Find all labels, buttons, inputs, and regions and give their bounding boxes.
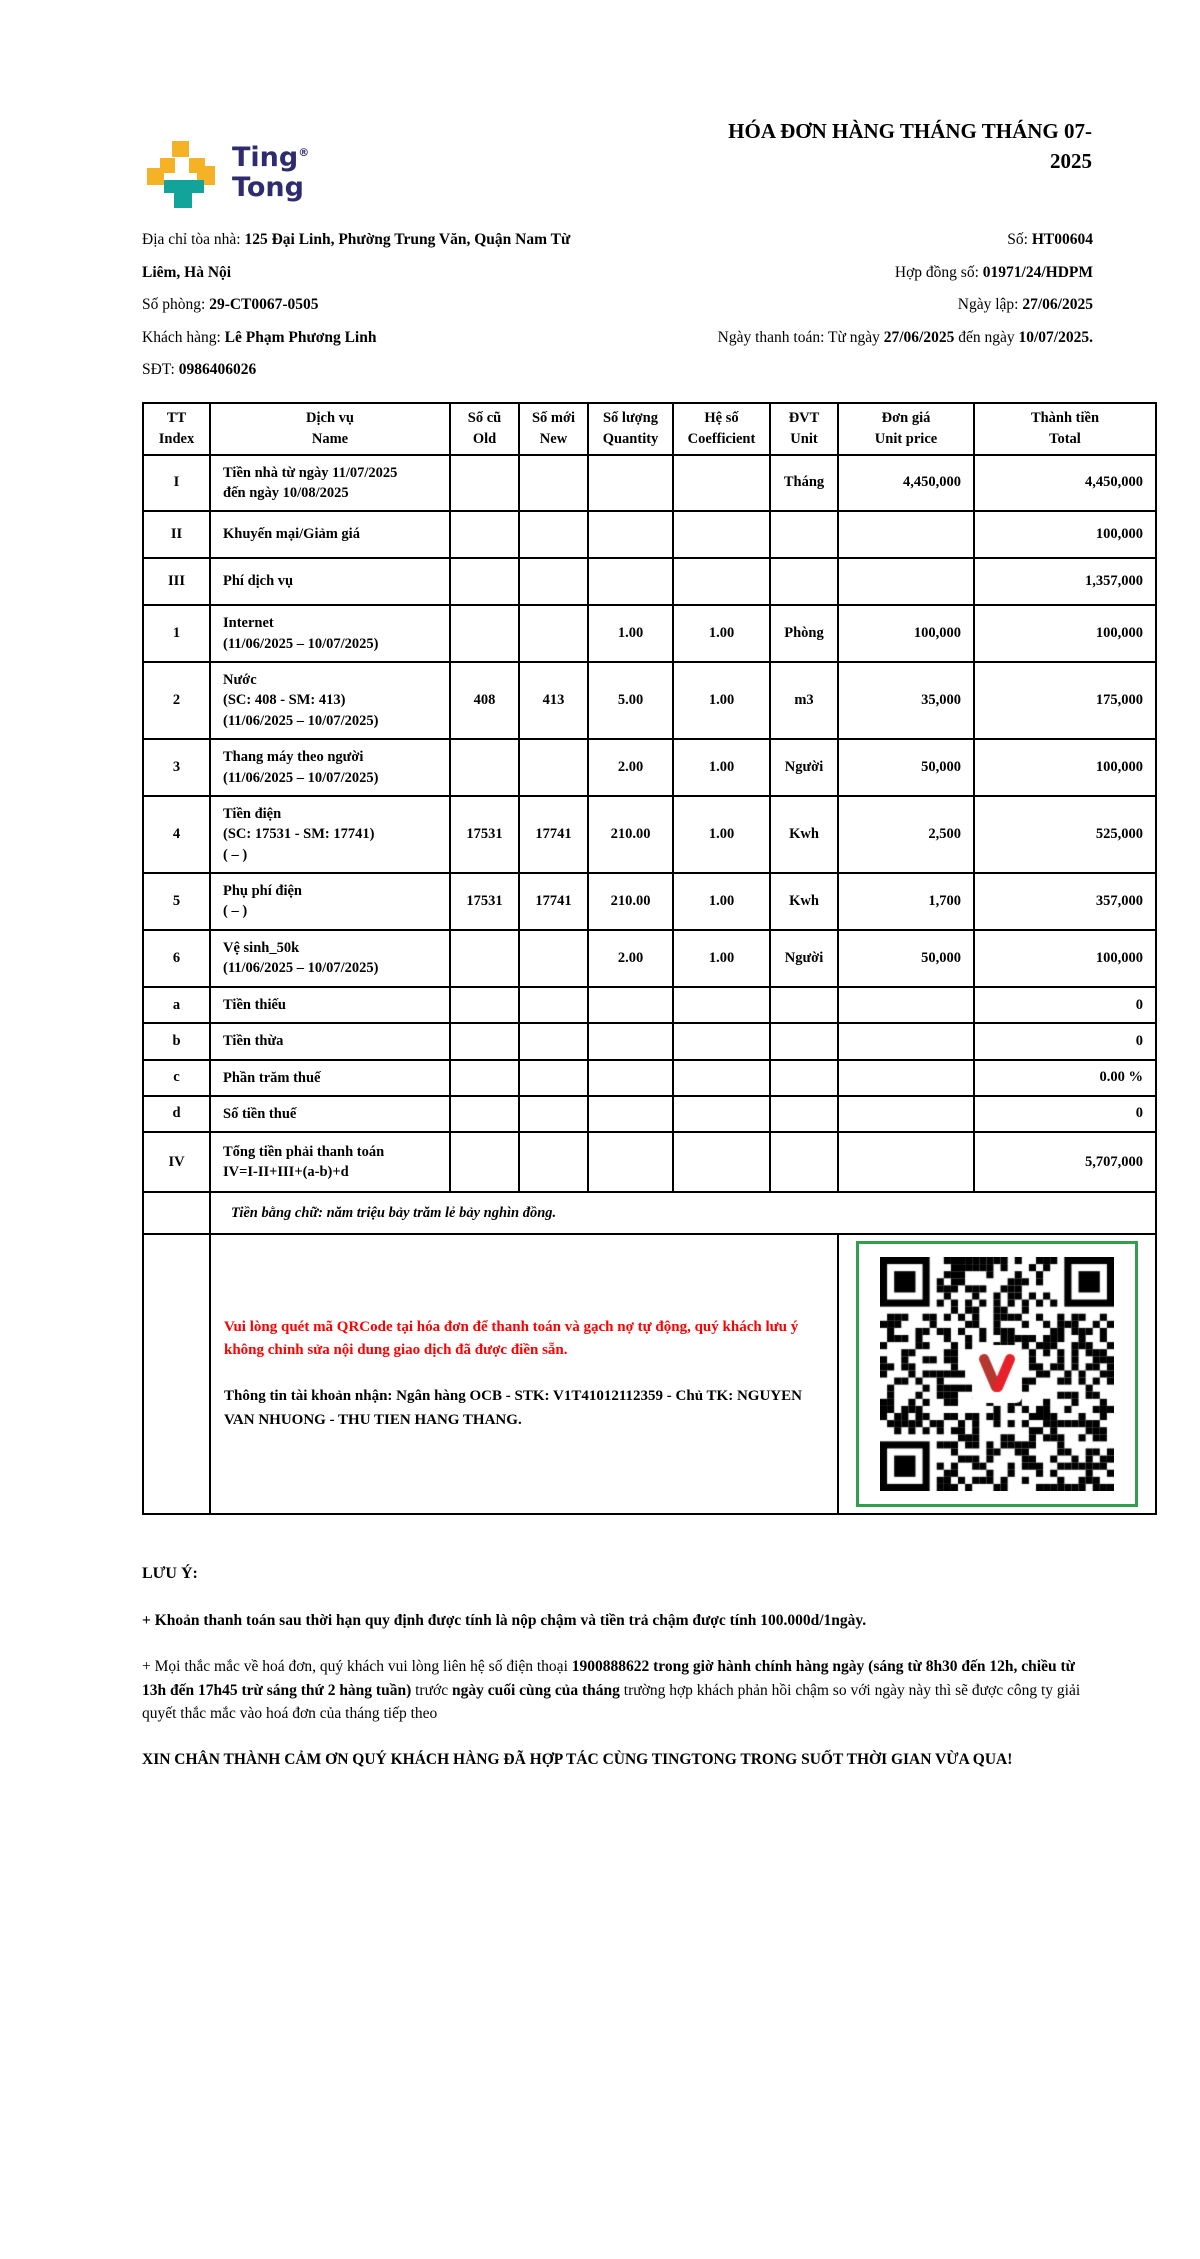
column-header: Dịch vụ Name <box>210 403 450 455</box>
cell-index: 3 <box>143 739 210 796</box>
cell-old <box>450 930 519 987</box>
cell-quantity <box>588 511 673 558</box>
cell-index: I <box>143 455 210 512</box>
info-line: Ngày thanh toán: Từ ngày 27/06/2025 đến ngày 10/07/2025. <box>717 328 1093 346</box>
cell-service-name: Tiền thừa <box>210 1023 450 1059</box>
cell-index: IV <box>143 1132 210 1192</box>
amount-in-words-row <box>143 1192 1156 1234</box>
column-header: Thành tiền Total <box>974 403 1156 455</box>
table-row <box>143 1096 1156 1132</box>
cell-coefficient <box>673 511 770 558</box>
cell-quantity <box>588 1060 673 1096</box>
cell-index: 4 <box>143 796 210 873</box>
cell-new <box>519 1023 588 1059</box>
table-row <box>143 662 1156 739</box>
cell-unit: m3 <box>770 662 838 739</box>
cell-index <box>143 1192 210 1234</box>
table-row <box>143 455 1156 512</box>
cell-unit-price <box>838 987 974 1023</box>
info-line: Ngày lập: 27/06/2025 <box>957 296 1093 313</box>
column-header: TT Index <box>143 403 210 455</box>
cell-quantity <box>588 1132 673 1192</box>
cell-unit-price <box>838 511 974 558</box>
amount-in-words: Tiền bằng chữ: năm triệu bảy trăm lẻ bảy nghìn đồng. <box>210 1192 1156 1234</box>
cell-quantity <box>588 1096 673 1132</box>
cell-new <box>519 558 588 605</box>
invoice-table <box>142 402 1157 1516</box>
cell-coefficient <box>673 558 770 605</box>
cell-quantity: 210.00 <box>588 873 673 930</box>
cell-index: a <box>143 987 210 1023</box>
notes-heading: LƯU Ý: <box>142 1565 198 1583</box>
cell-total: 100,000 <box>974 930 1156 987</box>
cell-old <box>450 605 519 662</box>
cell-service-name: Tiền thiếu <box>210 987 450 1023</box>
cell-quantity <box>588 455 673 512</box>
cell-service-name: Tiền điện (SC: 17531 - SM: 17741) ( – ) <box>210 796 450 873</box>
header <box>142 112 1155 210</box>
cell-unit <box>770 1060 838 1096</box>
cell-total: 0 <box>974 987 1156 1023</box>
cell-new <box>519 987 588 1023</box>
cell-quantity: 2.00 <box>588 739 673 796</box>
info-line: SĐT: 0986406026 <box>142 361 257 378</box>
cell-total: 175,000 <box>974 662 1156 739</box>
column-header: Số mới New <box>519 403 588 455</box>
cell-unit: Người <box>770 930 838 987</box>
qr-scan-notice: Vui lòng quét mã QRCode tại hóa đơn để thanh toán và gạch nợ tự động, quý khách lưu ý không chỉnh sửa nội dung giao dịch đã được điền sẵn. <box>224 1319 799 1358</box>
cell-new <box>519 1060 588 1096</box>
info-line: Khách hàng: Lê Phạm Phương Linh <box>142 328 377 346</box>
cell-old <box>450 739 519 796</box>
cell-coefficient <box>673 1023 770 1059</box>
cell-unit-price <box>838 1023 974 1059</box>
cell-index <box>143 1234 210 1514</box>
cell-new <box>519 605 588 662</box>
cell-unit <box>770 1096 838 1132</box>
registered-mark: ® <box>298 146 310 159</box>
cell-coefficient: 1.00 <box>673 739 770 796</box>
column-header: Đơn giá Unit price <box>838 403 974 455</box>
cell-coefficient: 1.00 <box>673 873 770 930</box>
cell-index: c <box>143 1060 210 1096</box>
cell-unit-price: 1,700 <box>838 873 974 930</box>
cell-coefficient <box>673 1132 770 1192</box>
cell-old <box>450 987 519 1023</box>
cell-old <box>450 1023 519 1059</box>
cell-total: 357,000 <box>974 873 1156 930</box>
cell-total: 100,000 <box>974 605 1156 662</box>
bank-account-info: Thông tin tài khoản nhận: Ngân hàng OCB - STK: V1T41012112359 - Chủ TK: NGUYEN VAN NHUONG - THU TIEN HANG THANG. <box>224 1388 802 1428</box>
column-header: Số lượng Quantity <box>588 403 673 455</box>
cell-new <box>519 1096 588 1132</box>
payment-instructions-cell <box>210 1234 838 1514</box>
cell-unit-price: 100,000 <box>838 605 974 662</box>
cell-index: III <box>143 558 210 605</box>
cell-new: 17741 <box>519 873 588 930</box>
notes-section <box>142 1565 1097 1771</box>
cell-coefficient <box>673 987 770 1023</box>
cell-total: 1,357,000 <box>974 558 1156 605</box>
note-late-payment: + Khoản thanh toán sau thời hạn quy định được tính là nộp chậm và tiền trả chậm được tính 100.000d/1ngày. <box>142 1612 867 1630</box>
column-header: Số cũ Old <box>450 403 519 455</box>
qr-code-image <box>880 1257 1114 1491</box>
table-row <box>143 605 1156 662</box>
page-title: HÓA ĐƠN HÀNG THÁNG THÁNG 07-2025 <box>728 119 1092 174</box>
tingtong-wordmark <box>232 138 309 203</box>
invoice-meta <box>594 224 1155 387</box>
cell-new <box>519 1132 588 1192</box>
cell-new: 413 <box>519 662 588 739</box>
cell-old <box>450 455 519 512</box>
note-hotline: + Mọi thắc mắc về hoá đơn, quý khách vui lòng liên hệ số điện thoại 1900888622 trong giờ hành chính hàng ngày (sáng từ 8h30 đến 12h, chiều từ 13h đến 17h45 trừ sáng thứ 2 hàng tuần) trước ngày cuối cùng của tháng trường hợp khách phản hồi chậm so với ngày này thì sẽ được công ty giải quyết thắc mắc vào hoá đơn của tháng tiếp theo <box>142 1658 1081 1722</box>
table-row <box>143 1132 1156 1192</box>
cell-index: d <box>143 1096 210 1132</box>
cell-quantity: 5.00 <box>588 662 673 739</box>
cell-service-name: Vệ sinh_50k (11/06/2025 – 10/07/2025) <box>210 930 450 987</box>
cell-unit <box>770 1023 838 1059</box>
cell-quantity <box>588 987 673 1023</box>
cell-unit: Người <box>770 739 838 796</box>
cell-coefficient: 1.00 <box>673 605 770 662</box>
table-row <box>143 1023 1156 1059</box>
cell-unit-price <box>838 1132 974 1192</box>
table-row <box>143 930 1156 987</box>
cell-unit-price <box>838 1060 974 1096</box>
cell-old: 17531 <box>450 873 519 930</box>
cell-index: 1 <box>143 605 210 662</box>
invoice-info <box>142 224 1155 387</box>
cell-index: 2 <box>143 662 210 739</box>
table-row <box>143 796 1156 873</box>
cell-index: 5 <box>143 873 210 930</box>
cell-unit: Tháng <box>770 455 838 512</box>
cell-unit <box>770 1132 838 1192</box>
cell-old: 408 <box>450 662 519 739</box>
cell-total: 5,707,000 <box>974 1132 1156 1192</box>
cell-total: 4,450,000 <box>974 455 1156 512</box>
table-header-row <box>143 403 1156 455</box>
tingtong-logo <box>142 136 309 210</box>
cell-service-name: Tổng tiền phải thanh toán IV=I-II+III+(a-b)+d <box>210 1132 450 1192</box>
cell-coefficient: 1.00 <box>673 796 770 873</box>
cell-quantity: 2.00 <box>588 930 673 987</box>
cell-unit-price: 50,000 <box>838 930 974 987</box>
qr-code-cell <box>838 1234 1156 1514</box>
cell-index: 6 <box>143 930 210 987</box>
cell-service-name: Nước (SC: 408 - SM: 413) (11/06/2025 – 10/07/2025) <box>210 662 450 739</box>
info-line: Địa chỉ tòa nhà: 125 Đại Linh, Phường Trung Văn, Quận Nam Từ Liêm, Hà Nội <box>142 231 571 281</box>
cell-quantity <box>588 1023 673 1059</box>
cell-old <box>450 558 519 605</box>
table-row <box>143 739 1156 796</box>
info-line: Hợp đồng số: 01971/24/HDPM <box>894 263 1093 281</box>
cell-unit <box>770 511 838 558</box>
cell-coefficient <box>673 1096 770 1132</box>
cell-unit-price: 2,500 <box>838 796 974 873</box>
cell-quantity <box>588 558 673 605</box>
cell-new: 17741 <box>519 796 588 873</box>
cell-service-name: Tiền nhà từ ngày 11/07/2025 đến ngày 10/08/2025 <box>210 455 450 512</box>
customer-info <box>142 224 594 387</box>
cell-unit-price <box>838 558 974 605</box>
table-row <box>143 1060 1156 1096</box>
cell-service-name: Số tiền thuế <box>210 1096 450 1132</box>
table-row <box>143 558 1156 605</box>
table-row <box>143 987 1156 1023</box>
cell-unit <box>770 558 838 605</box>
column-header: Hệ số Coefficient <box>673 403 770 455</box>
cell-unit <box>770 987 838 1023</box>
cell-coefficient <box>673 1060 770 1096</box>
cell-unit-price: 4,450,000 <box>838 455 974 512</box>
cell-old <box>450 1132 519 1192</box>
cell-new <box>519 455 588 512</box>
cell-quantity: 210.00 <box>588 796 673 873</box>
cell-old <box>450 1096 519 1132</box>
cell-unit: Kwh <box>770 796 838 873</box>
cell-unit-price: 35,000 <box>838 662 974 739</box>
cell-unit-price <box>838 1096 974 1132</box>
cell-total: 0 <box>974 1096 1156 1132</box>
cell-unit: Phòng <box>770 605 838 662</box>
cell-total: 0 <box>974 1023 1156 1059</box>
cell-coefficient <box>673 455 770 512</box>
cell-unit: Kwh <box>770 873 838 930</box>
cell-service-name: Phần trăm thuế <box>210 1060 450 1096</box>
qr-row <box>143 1234 1156 1514</box>
cell-service-name: Phụ phí điện ( – ) <box>210 873 450 930</box>
cell-index: II <box>143 511 210 558</box>
cell-coefficient: 1.00 <box>673 662 770 739</box>
cell-total: 100,000 <box>974 739 1156 796</box>
logo-line2: Tong <box>232 172 304 203</box>
table-row <box>143 873 1156 930</box>
cell-old <box>450 511 519 558</box>
cell-service-name: Thang máy theo người (11/06/2025 – 10/07/2025) <box>210 739 450 796</box>
cell-old: 17531 <box>450 796 519 873</box>
tingtong-logo-icon <box>142 138 222 210</box>
cell-index: b <box>143 1023 210 1059</box>
info-line: Số: HT00604 <box>1007 231 1093 248</box>
cell-total: 525,000 <box>974 796 1156 873</box>
cell-total: 0.00 % <box>974 1060 1156 1096</box>
cell-service-name: Khuyến mại/Giảm giá <box>210 511 450 558</box>
table-row <box>143 511 1156 558</box>
cell-coefficient: 1.00 <box>673 930 770 987</box>
logo-line1: Ting <box>232 142 299 173</box>
cell-service-name: Internet (11/06/2025 – 10/07/2025) <box>210 605 450 662</box>
cell-unit-price: 50,000 <box>838 739 974 796</box>
qr-code <box>856 1241 1138 1507</box>
cell-old <box>450 1060 519 1096</box>
cell-quantity: 1.00 <box>588 605 673 662</box>
note-thankyou: XIN CHÂN THÀNH CẢM ƠN QUÝ KHÁCH HÀNG ĐÃ HỢP TÁC CÙNG TINGTONG TRONG SUỐT THỜI GIAN VỪA QUA! <box>142 1751 1013 1769</box>
info-line: Số phòng: 29-CT0067-0505 <box>142 296 319 313</box>
cell-new <box>519 739 588 796</box>
cell-total: 100,000 <box>974 511 1156 558</box>
cell-new <box>519 511 588 558</box>
cell-new <box>519 930 588 987</box>
column-header: ĐVT Unit <box>770 403 838 455</box>
cell-service-name: Phí dịch vụ <box>210 558 450 605</box>
